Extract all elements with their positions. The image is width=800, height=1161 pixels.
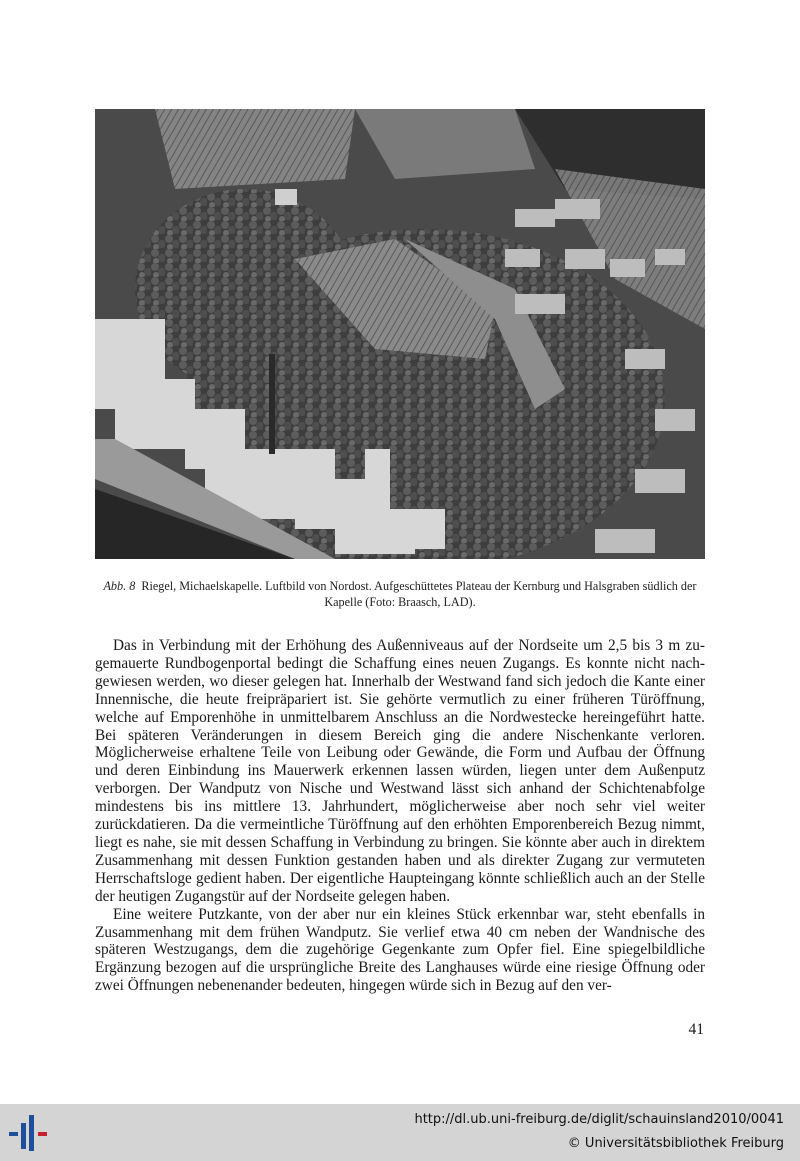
copyright-text: © Universitätsbibliothek Freiburg bbox=[567, 1136, 784, 1151]
figure-label: Abb. 8 bbox=[103, 579, 136, 593]
source-url-link[interactable]: http://dl.ub.uni-freiburg.de/diglit/schauinsland2010/0041 bbox=[414, 1112, 784, 1127]
page-number: 41 bbox=[688, 1021, 704, 1038]
aerial-photograph bbox=[95, 109, 705, 559]
footer-bar bbox=[0, 1104, 800, 1161]
paragraph-1: Das in Verbindung mit der Erhöhung des Außenniveaus auf der Nordseite um 2,5 bis 3 m zugemauerte Rundbogenportal bedingt die Schaffung eines neuen Zugangs. Es konnte nicht nachgewiesen werden, wo dieser gelegen hat. Innerhalb der Westwand fand sich jedoch die Kante einer Innennische, die heute freipräpariert ist. Sie gehörte vermutlich zu einer früheren Türöffnung, welche auf Emporenhöhe in unmittelbarem Anschluss an die Nordwestecke hereingeführt hatte. Bei späteren Veränderungen in diesem Bereich ging die andere Nischenkante verloren. Möglicherweise erhaltene Teile von Leibung oder Gewände, die Form und Aufbau der Öffnung und deren Einbindung ins Mauerwerk erkennen lassen würden, liegen unter dem Außenputz verborgen. Der Wandputz von Nische und Westwand lässt sich anhand der Schichtenabfolge mindestens bis ins mittlere 13. Jahrhundert, möglicherweise aber noch sehr viel weiter zurückdatieren. Da die vermeintliche Türöffnung auf den erhöhten Emporenbereich Bezug nimmt, liegt es nahe, sie mit dessen Schaffung in Verbindung zu bringen. Sie könnte aber auch in direktem Zusammenhang mit dessen Funktion gestanden haben und als direkter Zugang zur vermuteten Herrschaftsloge gedient haben. Der eigentliche Haupteingang könnte schließlich auch an der Stelle der heutigen Zugangstür auf der Nordseite gelegen haben. bbox=[95, 637, 705, 905]
figure-caption-text: Riegel, Michaelskapelle. Luftbild von Nordost. Aufgeschüttetes Plateau der Kernburg und Halsgraben südlich der Kapelle (Foto: Braasch, LAD). bbox=[141, 579, 697, 609]
body-text bbox=[95, 637, 705, 995]
aerial-photo-image bbox=[95, 109, 705, 559]
figure-caption bbox=[95, 578, 705, 610]
paragraph-2: Eine weitere Putzkante, von der aber nur ein kleines Stück erkennbar war, steht ebenfalls in Zusammenhang mit dem frühen Wandputz. Sie verlief etwa 40 cm neben der Wandnische des späteren Westzugangs, dem die zugehörige Gegenkante zum Opfer fiel. Eine spiegelbildliche Ergänzung bezogen auf die ursprüngliche Breite des Langhauses würde eine riesige Öffnung oder zwei Öffnungen nebenenander bedeuten, hingegen würde sich in Bezug auf den ver- bbox=[95, 905, 705, 995]
ub-freiburg-logo-icon bbox=[9, 1113, 51, 1153]
